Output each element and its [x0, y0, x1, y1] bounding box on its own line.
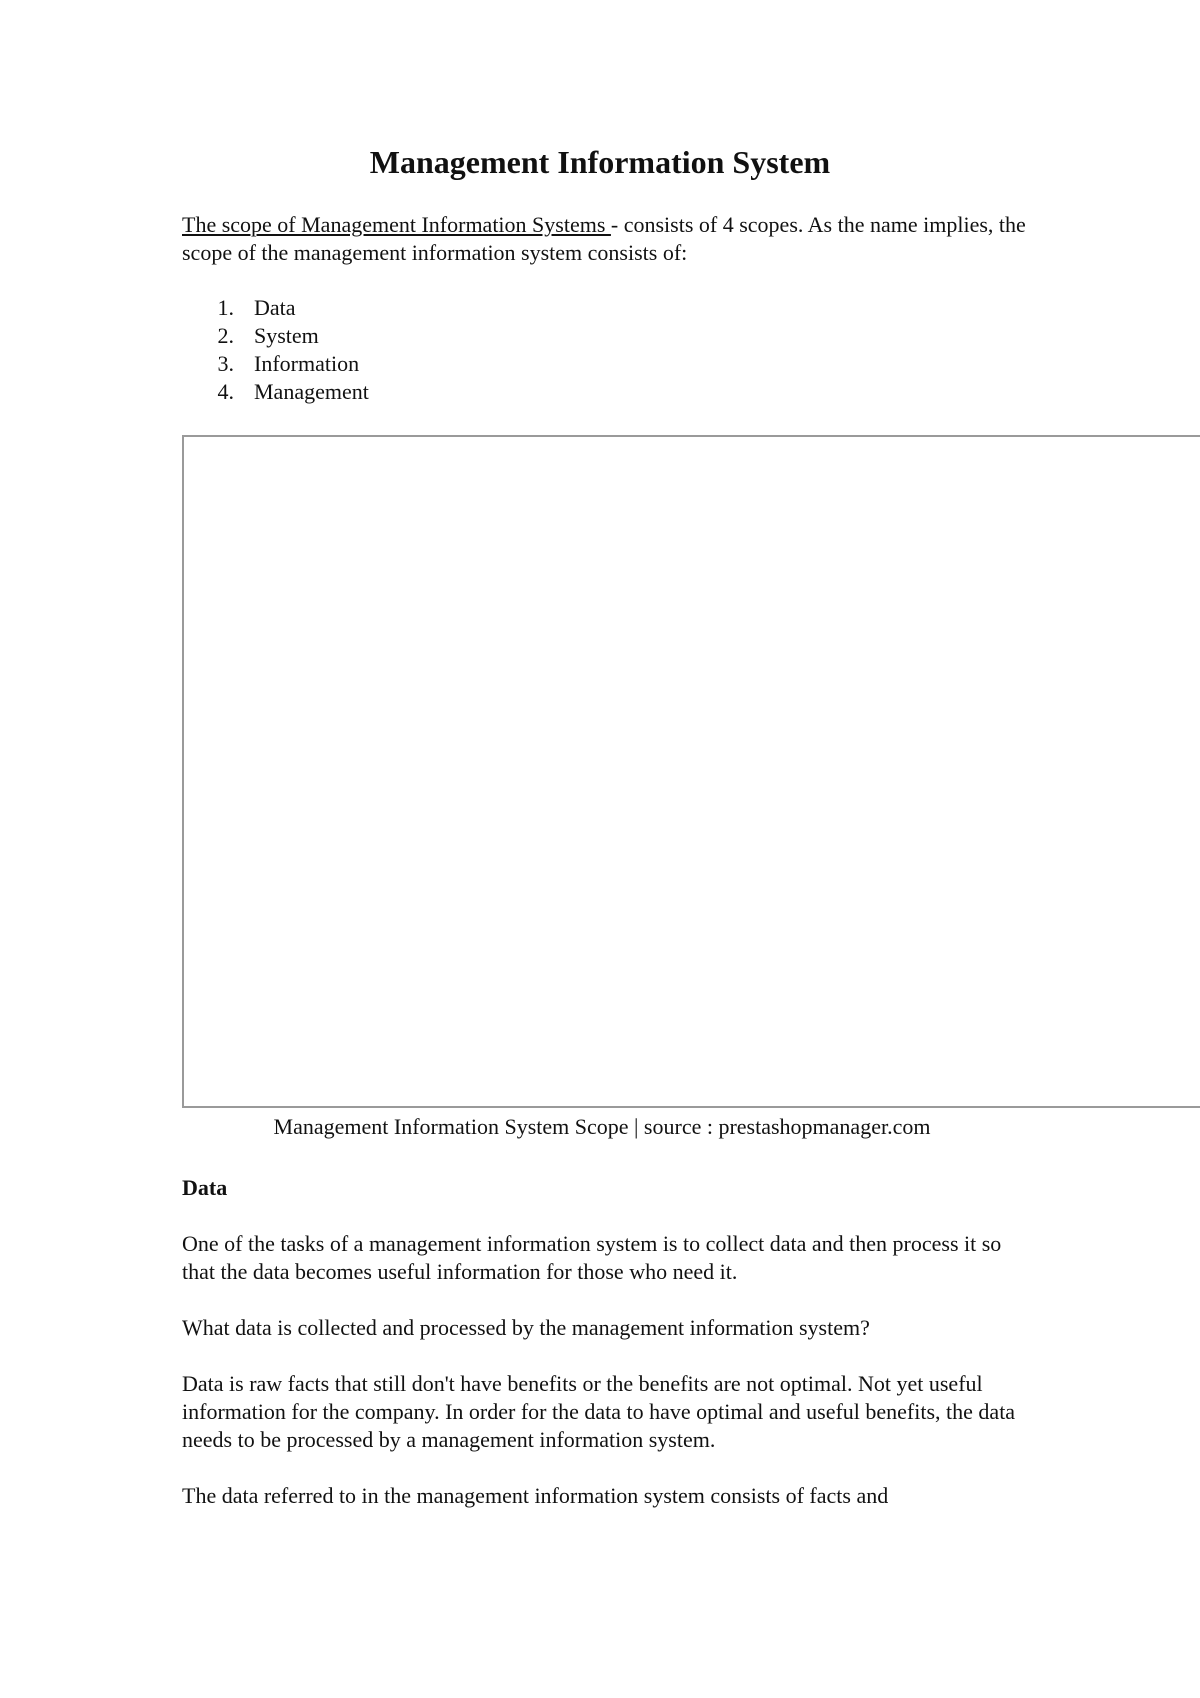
list-item-number: 3. — [217, 351, 234, 376]
list-item-label: Information — [254, 351, 360, 376]
section-heading-data: Data — [182, 1175, 228, 1200]
list-item-number: 2. — [217, 323, 234, 348]
list-item — [182, 322, 369, 350]
list-item-number: 4. — [217, 379, 234, 404]
list-item-label: Data — [254, 295, 296, 320]
list-item-label: Management — [254, 379, 369, 404]
list-item — [182, 294, 369, 322]
page-title: Management Information System — [369, 144, 831, 180]
scope-list — [182, 294, 369, 406]
intro-text: - consists of 4 scopes. As the name implies, the scope of the management information system consists of: — [182, 212, 1026, 265]
list-item — [182, 378, 369, 406]
list-item-number: 1. — [217, 295, 234, 320]
body-paragraph: The data referred to in the management information system consists of facts and — [182, 1483, 889, 1508]
list-item — [182, 350, 369, 378]
body-paragraph: One of the tasks of a management information system is to collect data and then process it so that the data becomes useful information for those who need it. — [182, 1231, 1002, 1284]
intro-paragraph — [182, 211, 1032, 267]
list-item-label: System — [254, 323, 319, 348]
figure-image-placeholder — [182, 435, 1200, 1108]
scope-link[interactable]: The scope of Management Information Systems — [182, 212, 611, 237]
body-paragraph: What data is collected and processed by the management information system? — [182, 1315, 870, 1340]
body-paragraph: Data is raw facts that still don't have benefits or the benefits are not optimal. Not yet useful information for the company. In order for the data to have optimal and useful benefits, the data needs to be processed by a management information system. — [182, 1371, 1016, 1452]
figure-caption: Management Information System Scope | source : prestashopmanager.com — [273, 1114, 931, 1139]
